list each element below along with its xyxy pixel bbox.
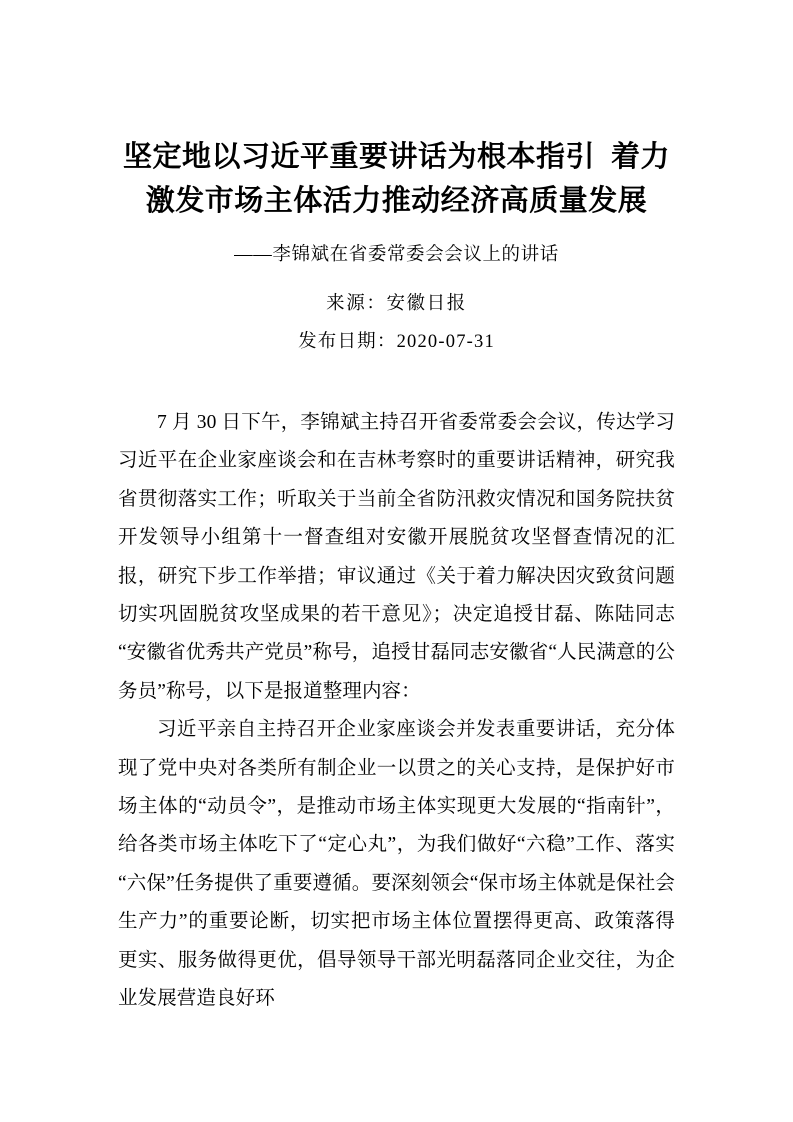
document-source: 来源：安徽日报: [326, 294, 467, 314]
page-title-line-1: 坚定地以习近平重要讲话为根本指引: [122, 139, 595, 173]
document-subtitle: ——李锦斌在省委常委会会议上的讲话: [234, 245, 559, 265]
document-content: [118, 0, 675, 1019]
page-title: [118, 0, 675, 222]
body-paragraph: 习近平亲自主持召开企业家座谈会并发表重要讲话，充分体现了党中央对各类所有制企业一以贯之的关心支持，是保护好市场主体的“动员令”，是推动市场主体实现更大发展的“指南针”，给各类市场主体吃下了“定心丸”，为我们做好“六稳”工作、落实“六保”任务提供了重要遵循。要深刻领会“保市场主体就是保社会生产力”的重要论断，切实把市场主体位置摆得更高、政策落得更实、服务做得更优，倡导领导干部光明磊落同企业交往，为企业发展营造良好环: [118, 719, 675, 1010]
page-title-line-3: 激发市场主体活力推动经济高质量发展: [145, 183, 648, 217]
page-title-line-2: 着力: [611, 139, 671, 173]
body-paragraph: 7 月 30 日下午，李锦斌主持召开省委常委会会议，传达学习习近平在企业家座谈会和在吉林考察时的重要讲话精神，研究我省贯彻落实工作；听取关于当前全省防汛救灾情况和国务院扶贫开发领导小组第十一督查组对安徽开展脱贫攻坚督查情况的汇报，研究下步工作举措；审议通过《关于着力解决因灾致贫问题切实巩固脱贫攻坚成果的若干意见》；决定追授甘磊、陈陆同志“安徽省优秀共产党员”称号，追授甘磊同志安徽省“人民满意的公务员”称号，以下是报道整理内容：: [118, 412, 675, 702]
document-body: [118, 360, 675, 1019]
document-publish-date: 发布日期：2020-07-31: [298, 332, 495, 352]
